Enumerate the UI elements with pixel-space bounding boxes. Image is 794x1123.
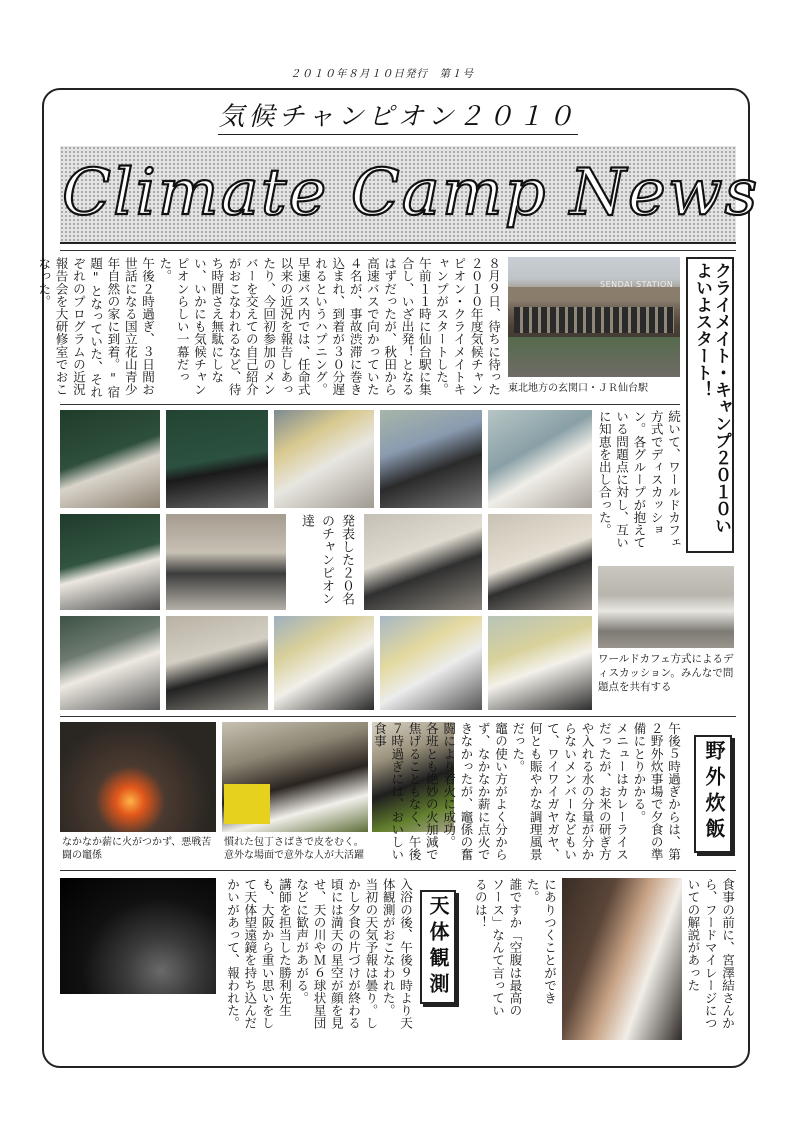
station-photo-caption: 東北地方の玄関口・ＪＲ仙台駅	[508, 383, 648, 394]
presentation-photo-8	[488, 514, 592, 610]
presentation-photo-10	[166, 616, 268, 710]
headline-stargazing: 天体観測	[426, 895, 450, 999]
group-photo	[166, 514, 286, 610]
divider-article2	[60, 716, 736, 717]
world-cafe-photo	[598, 566, 734, 648]
sendai-station-photo	[508, 257, 680, 377]
station-roof	[508, 287, 680, 301]
presenters-caption: 発表した２０名のチャンピオン達	[299, 514, 354, 605]
presentation-photo-7	[364, 514, 482, 610]
newspaper-title: Climate Camp News	[62, 156, 760, 230]
presentation-photo-13	[488, 616, 592, 710]
issue-date-line: ２０１０年８月１０日発行 第１号	[290, 68, 474, 80]
stargazing-photo	[60, 878, 216, 994]
station-sign: SENDAI STATION	[600, 280, 674, 289]
presentation-photo-4	[380, 410, 482, 508]
presentation-photo-6	[60, 514, 160, 610]
divider-article3	[60, 870, 736, 871]
food-mileage-body: 食事の前に、宮澤結さんから、フードマイレージについての解説があった	[685, 878, 735, 1030]
stargazing-body: 入浴の後、午後９時より天体観測がおこなわれた。 当初の天気予報は曇り。しかし夕食の片づけが終わる頃には満天の星空が顔を見せ、天の川やＭ６球状星団などに歓声があがる。 講師を担当した勝利先生も、大阪から重い思いをして天体望遠鏡を持ち込んだかいがあって、報われた。	[225, 878, 413, 1030]
header-subtitle: 気候チャンピオン２０１０	[218, 100, 578, 135]
peeling-photo	[222, 722, 368, 832]
station-windows	[514, 307, 674, 333]
food-mileage-photo	[562, 878, 682, 1040]
firewood-photo	[60, 722, 216, 832]
presentation-photo-11	[274, 616, 374, 710]
world-cafe-caption: ワールドカフェ方式によるディスカッション。みんなで問題点を共有する	[598, 653, 734, 693]
headline-start: クライメイト・キャンプ２０１０いよいよスタート！	[692, 262, 731, 534]
presentation-photo-12	[380, 616, 482, 710]
discussion-body: 続いて、ワールドカフェ方式でディスカッション。各グループが抱えている問題点に対し、互いに知恵を出し合った。	[596, 410, 681, 549]
presentation-photo-3	[274, 410, 374, 508]
presentation-photo-9	[60, 616, 160, 710]
divider-top	[60, 250, 736, 251]
meal-continued-body: にありつくことができた。 誰ですか「空腹は最高のソース」なんて言っているのは！	[472, 878, 557, 1017]
peeling-caption: 慣れた包丁さばきで皮をむく。意外な場面で意外な人が大活躍	[224, 837, 364, 861]
article-start-body: ８月９日、待ちに待った２０１０年度気候チャンピオン・クライメイトキャンプがスタートした。 午前１１時に仙台駅に集合し、いざ出発！となるはずだったが、秋田から高速バスで向かっていた４名が、事故渋滞に巻き込まれ、到着が３０分遅れるというハプニング。 早速バス内では、任命式以来の近況を報告しあったり、今回初参加のメンバーを交えての自己紹介がおこなわれるなど、待ち時間さえ無駄にしない、いかにも気候チャンピオンらしい一幕だった。 午後２時過ぎ、３日間お世話になる国立花山青少年自然の家に到着。"宿題"となっていた、それぞれのプログラムの近況報告会を大研修室でおこなった。	[36, 257, 501, 398]
presentation-photo-5	[488, 410, 592, 508]
presentation-photo-2	[166, 410, 268, 508]
outdoor-cooking-body: 午後５時過ぎからは、第２野外炊事場で夕食の準備にとりかかる。 メニューはカレーライスだったが、お米の研ぎ方や入れる水の分量が分からないメンバーなどもいて、ワイワイガヤガヤ、何とも賑やかな調理風景だった。 竈の使い方がよく分からず、なかなか薪に点火できなかったが、竈係の奮闘により着火に成功。 各班とも絶妙の火加減で焦げることもなく、午後７時過ぎには、おいしい食事	[371, 722, 681, 861]
basket	[224, 784, 270, 824]
presentation-photo-1	[60, 410, 160, 508]
divider-article1	[60, 404, 680, 405]
station-plaza	[508, 337, 680, 377]
headline-cooking: 野外炊飯	[702, 740, 726, 844]
firewood-caption: なかなか薪に火がつかず、悪戦苦闘の竈係	[62, 837, 212, 861]
